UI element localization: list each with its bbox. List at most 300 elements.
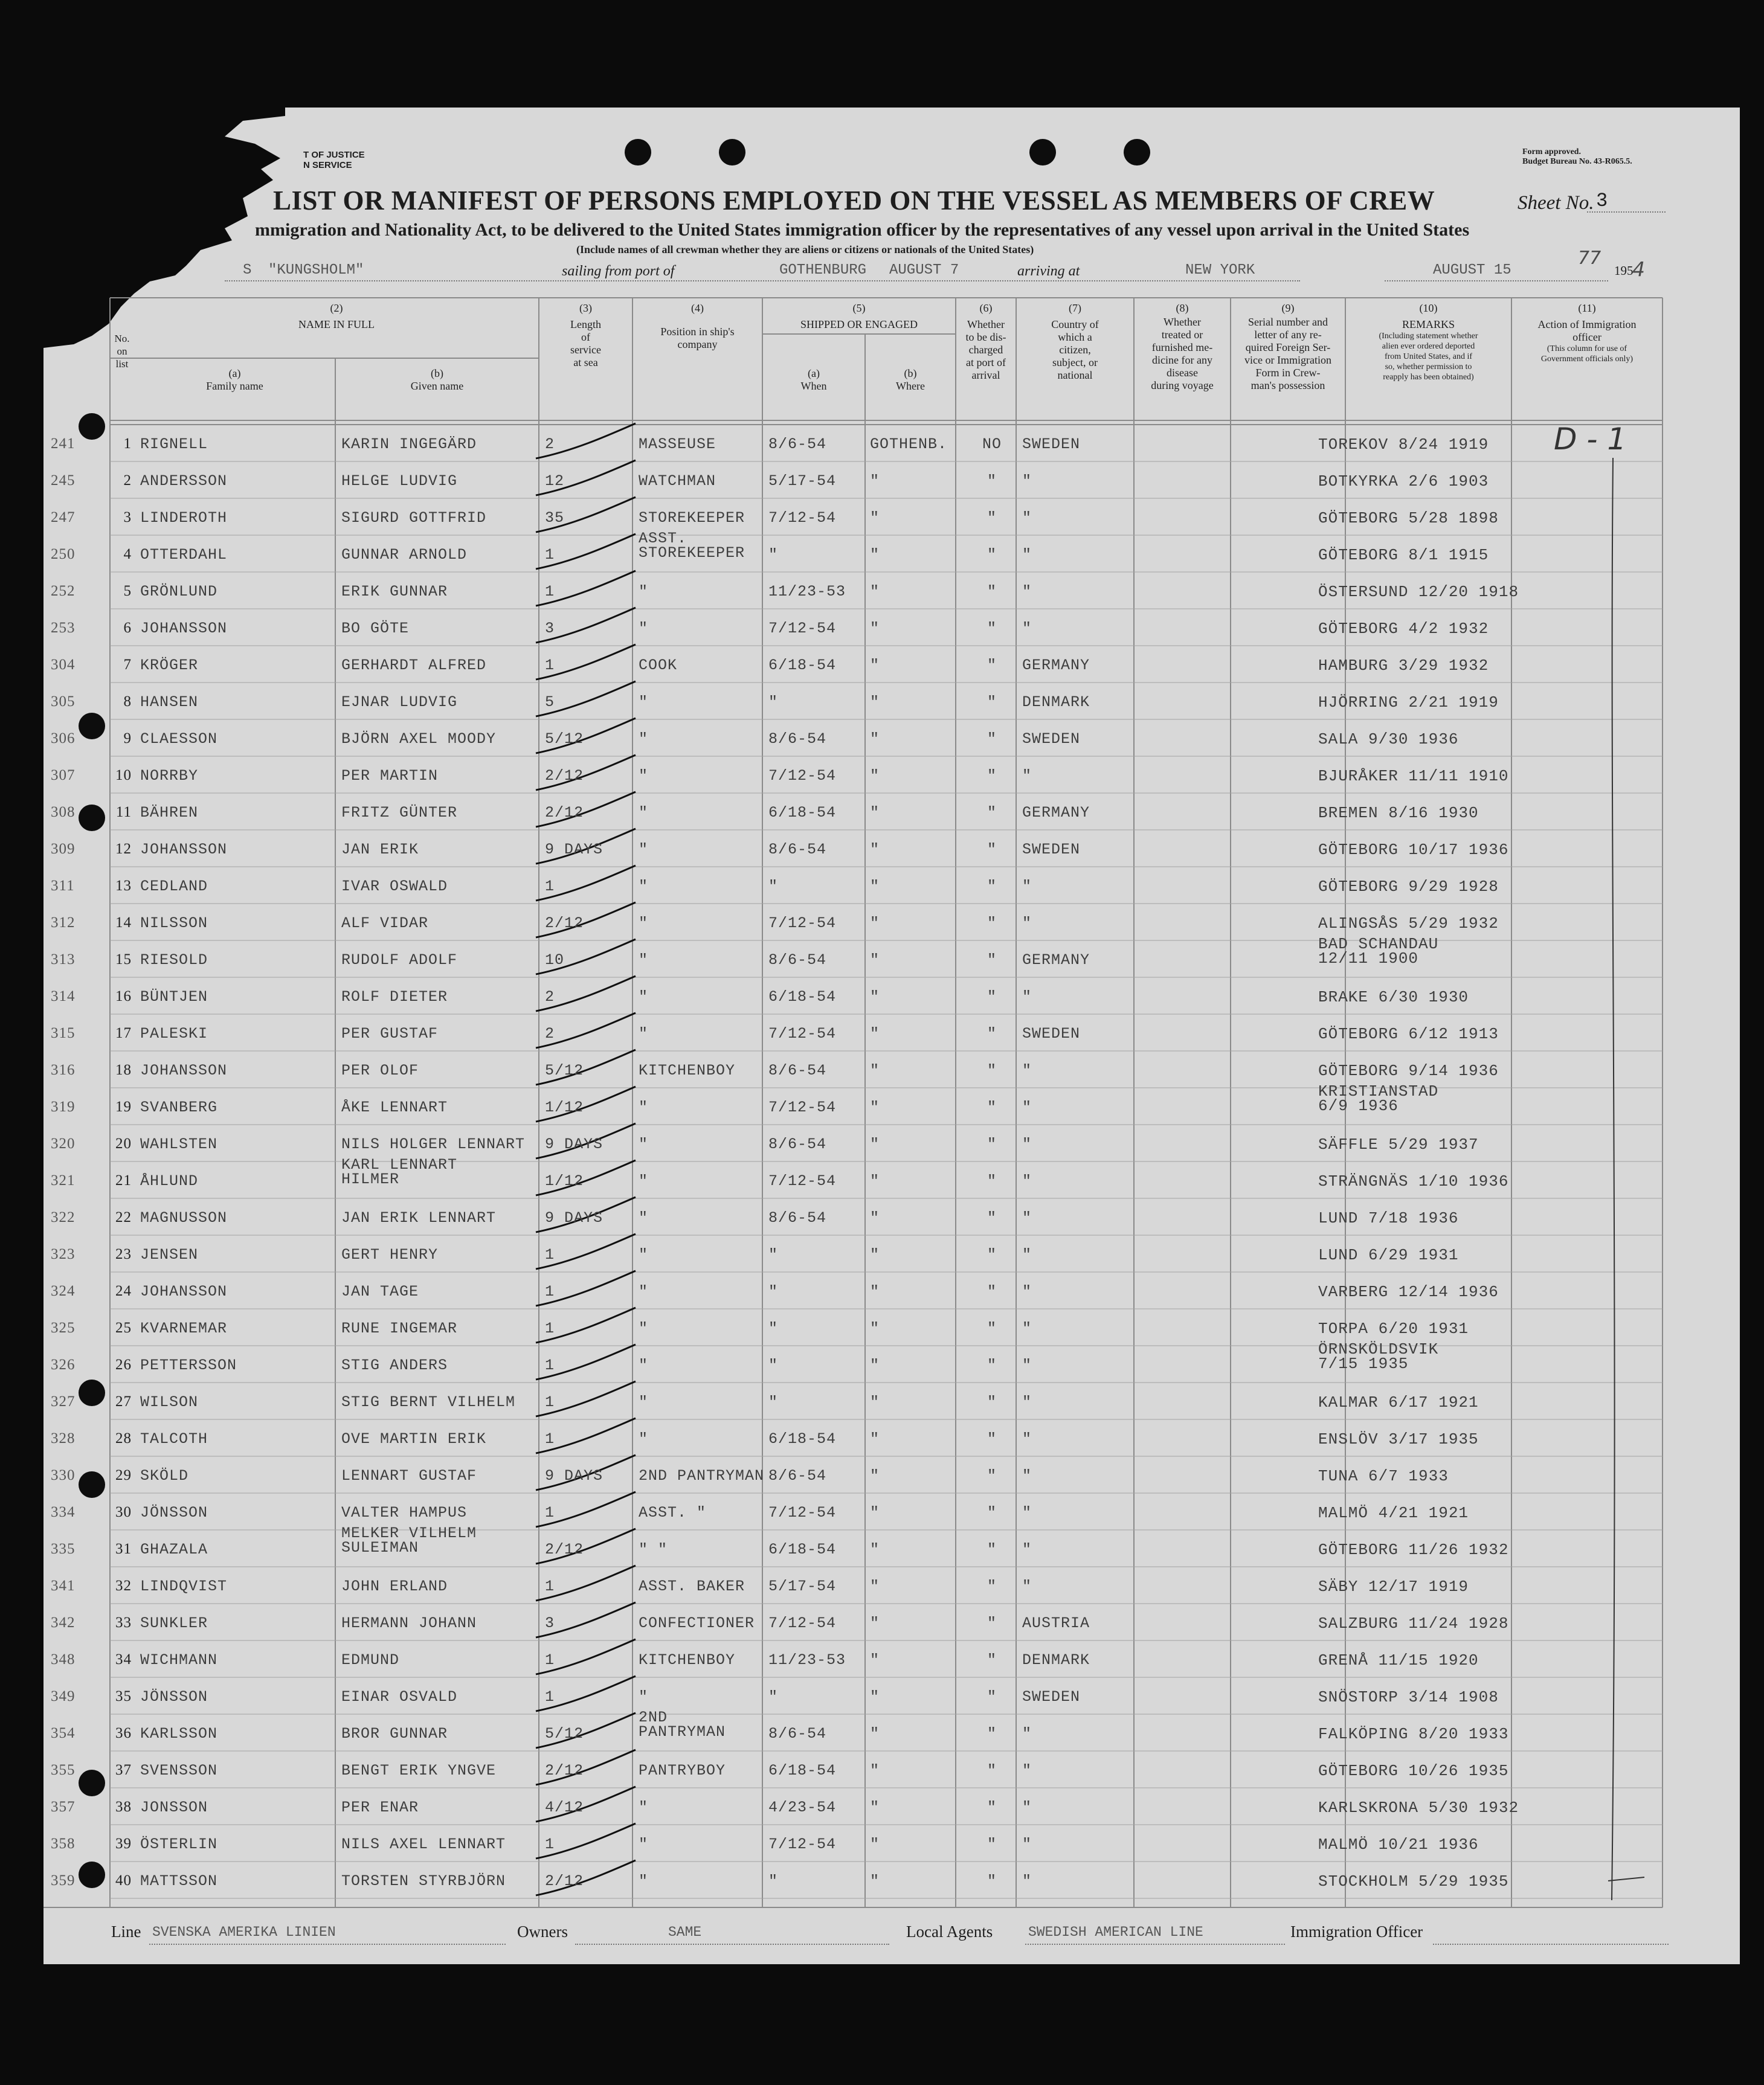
row-id-prefix: 253 [51, 620, 76, 636]
length-of-service: 1 [545, 583, 555, 600]
length-of-service: 1 [545, 1836, 555, 1853]
row-id-prefix: 241 [51, 435, 76, 452]
length-of-service: 1 [545, 1246, 555, 1264]
row-id-prefix: 354 [51, 1725, 76, 1741]
remarks: GÖTEBORG 6/12 1913 [1318, 1025, 1499, 1043]
given-name: TORSTEN STYRBJÖRN [341, 1872, 506, 1890]
shipped-where: " [870, 1872, 880, 1890]
shipped-when: 7/12-54 [768, 1172, 837, 1190]
col-6-label: Whether [967, 318, 1005, 330]
col-11-note: Government officials only) [1540, 355, 1634, 364]
footer-agents-value: SWEDISH AMERICAN LINE [1028, 1924, 1203, 1940]
position: " [639, 951, 649, 969]
length-of-service: 1 [545, 1393, 555, 1411]
row-id-prefix: 307 [51, 767, 76, 783]
country: " [1022, 1320, 1032, 1337]
country: " [1022, 1504, 1032, 1521]
col-11-label: Action of Immigration [1537, 318, 1637, 330]
footer-agents-rule [1025, 1944, 1285, 1945]
shipped-when: " [768, 1320, 779, 1337]
shipped-where: " [870, 1541, 880, 1558]
remarks: GÖTEBORG 11/26 1932 [1318, 1541, 1509, 1559]
table-row [43, 1156, 1663, 1198]
given-name: NILS HOLGER LENNART [341, 1136, 526, 1153]
country: " [1022, 1725, 1032, 1743]
length-of-service: 2 [545, 1025, 555, 1042]
family-name: JENSEN [140, 1246, 199, 1264]
row-number: 16 [115, 988, 132, 1004]
length-of-service: 9 DAYS [545, 1136, 604, 1153]
col-5a-header [762, 367, 865, 393]
family-name: JÖNSSON [140, 1504, 208, 1521]
officer-mark: D - 1 [1554, 422, 1627, 457]
shipped-where: " [870, 1836, 880, 1853]
country: " [1022, 1430, 1032, 1448]
shipped-when: 5/17-54 [768, 1578, 837, 1595]
col-5a-label: When [800, 380, 827, 392]
given-name: RUDOLF ADOLF [341, 951, 458, 969]
given-name: IVAR OSWALD [341, 878, 448, 895]
include-note: (Include names of all crewman whether they are aliens or citizens or nationals of the United States) [576, 243, 1034, 255]
country: " [1022, 472, 1032, 490]
given-name: GUNNAR ARNOLD [341, 546, 468, 564]
shipped-where: " [870, 1799, 880, 1816]
length-of-service: 1 [545, 657, 555, 674]
family-name: NORRBY [140, 767, 199, 785]
discharged: " [987, 1688, 997, 1706]
row-number: 35 [115, 1688, 132, 1704]
table-row [43, 646, 1663, 683]
given-name: KARIN INGEGÄRD [341, 435, 477, 453]
family-name: KRÖGER [140, 657, 199, 674]
table-row [43, 1125, 1663, 1161]
row-number: 39 [115, 1836, 132, 1852]
year-prefix: 195 [1614, 263, 1634, 278]
remarks: BAD SCHANDAU 12/11 1900 [1318, 935, 1439, 968]
discharged: " [987, 1430, 997, 1448]
col-8-label: Whether [1164, 316, 1201, 328]
position: " [639, 583, 649, 600]
given-name: EJNAR LUDVIG [341, 693, 458, 711]
col-4-num: (4) [691, 302, 704, 314]
shipped-when: 7/12-54 [768, 1025, 837, 1042]
length-of-service: 1 [545, 1504, 555, 1521]
table-row [43, 1677, 1663, 1714]
col-9-label: quired Foreign Ser- [1245, 341, 1331, 353]
country: " [1022, 1762, 1032, 1779]
given-name: PER ENAR [341, 1799, 419, 1816]
row-id-prefix: 315 [51, 1025, 76, 1041]
shipped-where: " [870, 841, 880, 858]
shipped-when: 7/12-54 [768, 620, 837, 637]
position: " [639, 1172, 649, 1190]
table-row [43, 1524, 1663, 1567]
col-2b-header [335, 367, 539, 393]
row-id-prefix: 358 [51, 1836, 76, 1852]
position: " [639, 804, 649, 821]
col-11-note: (This column for use of [1547, 344, 1627, 353]
shipped-where: " [870, 546, 880, 564]
length-of-service: 1 [545, 1578, 555, 1595]
row-number: 40 [115, 1872, 132, 1889]
discharged: " [987, 1099, 997, 1116]
discharged: " [987, 841, 997, 858]
country: " [1022, 1799, 1032, 1816]
sailing-label: sailing from port of [562, 263, 675, 279]
shipped-where: " [870, 509, 880, 527]
col-8-label: disease [1167, 367, 1198, 379]
row-number: 15 [115, 951, 132, 968]
country: " [1022, 1099, 1032, 1116]
row-id-prefix: 247 [51, 509, 76, 525]
discharged: " [987, 1578, 997, 1595]
col-10-note: so, whether permission to [1385, 362, 1472, 371]
position: " [639, 730, 649, 748]
col-10-note: from United States, and if [1384, 352, 1473, 361]
length-of-service: 35 [545, 509, 565, 527]
remarks: STOCKHOLM 5/29 1935 [1318, 1872, 1509, 1891]
col-5b-num: (b) [904, 367, 917, 379]
table-row [43, 1272, 1663, 1309]
family-name: CLAESSON [140, 730, 218, 748]
length-of-service: 9 DAYS [545, 1467, 604, 1485]
col-8-label: treated or [1161, 329, 1203, 341]
position: " [639, 1799, 649, 1816]
discharged: " [987, 1136, 997, 1153]
shipped-when: " [768, 1393, 779, 1411]
shipped-when: " [768, 1688, 779, 1706]
remarks: ALINGSÅS 5/29 1932 [1318, 914, 1499, 933]
footer-owners-value: SAME [668, 1924, 702, 1940]
vessel-name: "KUNGSHOLM" [268, 262, 364, 278]
discharged: " [987, 472, 997, 490]
given-name: GERT HENRY [341, 1246, 439, 1264]
shipped-where: " [870, 988, 880, 1006]
col-3-label: of [581, 331, 590, 343]
shipped-where: " [870, 1393, 880, 1411]
length-of-service: 2/12 [545, 767, 584, 785]
country: " [1022, 767, 1032, 785]
row-id-prefix: 323 [51, 1246, 76, 1262]
row-number: 23 [115, 1246, 132, 1262]
shipped-where: " [870, 730, 880, 748]
length-of-service: 3 [545, 620, 555, 637]
position: " [639, 1430, 649, 1448]
discharged: NO [982, 435, 1002, 453]
col-3-label: service [570, 344, 601, 356]
shipped-when: 7/12-54 [768, 1836, 837, 1853]
remarks: GÖTEBORG 10/17 1936 [1318, 841, 1509, 859]
row-number: 29 [115, 1467, 132, 1483]
col-11-num: (11) [1578, 302, 1596, 314]
family-name: RIGNELL [140, 435, 208, 453]
discharged: " [987, 1651, 997, 1669]
length-of-service: 3 [545, 1614, 555, 1632]
family-name: GHAZALA [140, 1541, 208, 1558]
remarks: BJURÅKER 11/11 1910 [1318, 767, 1509, 785]
row-id-prefix: 342 [51, 1614, 76, 1631]
sheet-label: Sheet No. [1518, 192, 1594, 214]
remarks: SNÖSTORP 3/14 1908 [1318, 1688, 1499, 1706]
footer-line-rule [149, 1944, 506, 1945]
row-number: 21 [115, 1172, 132, 1189]
table-row [43, 719, 1663, 756]
col-10-note: (Including statement whether [1379, 332, 1478, 341]
family-name: MATTSSON [140, 1872, 218, 1890]
country: " [1022, 1172, 1032, 1190]
col-9-label: man's possession [1251, 379, 1325, 391]
row-number: 34 [115, 1651, 132, 1668]
col-7-label: citizen, [1059, 344, 1091, 356]
family-name: HANSEN [140, 693, 199, 711]
length-of-service: 5/12 [545, 730, 584, 748]
length-of-service: 1 [545, 1283, 555, 1300]
shipped-when: 8/6-54 [768, 1467, 827, 1485]
shipped-when: 7/12-54 [768, 509, 837, 527]
shipped-where: " [870, 1725, 880, 1743]
country: " [1022, 988, 1032, 1006]
discharged: " [987, 657, 997, 674]
country: " [1022, 1062, 1032, 1079]
row-id-prefix: 313 [51, 951, 76, 968]
remarks: KALMAR 6/17 1921 [1318, 1393, 1479, 1412]
family-name: JOHANSSON [140, 1283, 228, 1300]
given-name: VALTER HAMPUS [341, 1504, 468, 1521]
remarks: SÄFFLE 5/29 1937 [1318, 1136, 1479, 1154]
col-7-label: national [1057, 369, 1093, 381]
footer-agents-label: Local Agents [906, 1923, 993, 1941]
col-5a-num: (a) [808, 367, 820, 379]
shipped-when: 8/6-54 [768, 1209, 827, 1227]
family-name: JONSSON [140, 1799, 208, 1816]
col-6-label: to be dis- [965, 331, 1006, 343]
table-row [43, 1235, 1663, 1272]
table-row [43, 461, 1663, 498]
discharged: " [987, 693, 997, 711]
department-line: N SERVICE [303, 160, 352, 170]
col-8-header [1134, 302, 1231, 392]
family-name: PALESKI [140, 1025, 208, 1042]
country: " [1022, 914, 1032, 932]
country: SWEDEN [1022, 841, 1081, 858]
shipped-when: " [768, 546, 779, 564]
shipped-when: 6/18-54 [768, 988, 837, 1006]
shipped-where: " [870, 951, 880, 969]
table-row [43, 756, 1663, 793]
family-name: BÄHREN [140, 804, 199, 821]
given-name: GERHARDT ALFRED [341, 657, 487, 674]
col-10-header [1345, 302, 1511, 382]
country: " [1022, 509, 1032, 527]
footer-officer-label: Immigration Officer [1290, 1923, 1423, 1941]
row-number: 11 [115, 804, 132, 820]
country: " [1022, 1467, 1032, 1485]
table-row [43, 498, 1663, 535]
family-name: ANDERSSON [140, 472, 228, 490]
family-name: PETTERSSON [140, 1357, 237, 1374]
family-name: JOHANSSON [140, 620, 228, 637]
shipped-when: 7/12-54 [768, 767, 837, 785]
length-of-service: 4/12 [545, 1799, 584, 1816]
col-1-label: No. [114, 333, 130, 344]
given-name: OVE MARTIN ERIK [341, 1430, 487, 1448]
shipped-where: " [870, 1209, 880, 1227]
row-id-prefix: 325 [51, 1320, 76, 1336]
remarks: LUND 7/18 1936 [1318, 1209, 1459, 1227]
family-name: KVARNEMAR [140, 1320, 228, 1337]
footer-officer-rule [1433, 1944, 1669, 1945]
given-name: LENNART GUSTAF [341, 1467, 477, 1485]
col-5-num: (5) [852, 302, 866, 314]
discharged: " [987, 1836, 997, 1853]
country: GERMANY [1022, 657, 1090, 674]
discharged: " [987, 988, 997, 1006]
given-name: BO GÖTE [341, 620, 410, 637]
position: WATCHMAN [639, 472, 716, 490]
remarks: HJÖRRING 2/21 1919 [1318, 693, 1499, 712]
country: " [1022, 1283, 1032, 1300]
discharged: " [987, 1283, 997, 1300]
shipped-where: GOTHENB. [870, 435, 948, 453]
shipped-where: " [870, 1430, 880, 1448]
shipped-when: 8/6-54 [768, 435, 827, 453]
shipped-where: " [870, 1136, 880, 1153]
length-of-service: 1/12 [545, 1099, 584, 1116]
arrival-date: AUGUST 15 [1433, 262, 1511, 278]
given-name: JAN ERIK LENNART [341, 1209, 497, 1227]
row-id-prefix: 359 [51, 1872, 76, 1889]
table-row [43, 793, 1663, 830]
row-id-prefix: 357 [51, 1799, 76, 1815]
family-name: KARLSSON [140, 1725, 218, 1743]
row-number: 6 [123, 620, 132, 636]
row-number: 17 [115, 1025, 132, 1041]
col-2-header [134, 302, 539, 331]
table-row [43, 1862, 1663, 1898]
given-name: ROLF DIETER [341, 988, 448, 1006]
col-6-header [956, 302, 1016, 382]
row-number: 4 [123, 546, 132, 562]
arrival-port: NEW YORK [1185, 262, 1255, 278]
given-name: STIG ANDERS [341, 1357, 448, 1374]
row-id-prefix: 306 [51, 730, 76, 747]
row-number: 36 [115, 1725, 132, 1741]
col-9-label: vice or Immigration [1244, 354, 1331, 366]
length-of-service: 5/12 [545, 1725, 584, 1743]
remarks: KARLSKRONA 5/30 1932 [1318, 1799, 1519, 1817]
form-approved-line: Form approved. [1522, 147, 1581, 156]
position: " [639, 767, 649, 785]
col-5-label: SHIPPED OR ENGAGED [800, 318, 918, 330]
row-id-prefix: 330 [51, 1467, 76, 1483]
table-row [43, 1082, 1663, 1125]
col-1-label: on [117, 345, 127, 357]
col-5-header [762, 302, 956, 331]
remarks: FALKÖPING 8/20 1933 [1318, 1725, 1509, 1743]
given-name: PER GUSTAF [341, 1025, 439, 1042]
given-name: SIGURD GOTTFRID [341, 509, 487, 527]
length-of-service: 1 [545, 1320, 555, 1337]
table-row [43, 1493, 1663, 1530]
row-id-prefix: 252 [51, 583, 76, 599]
table-row [43, 1340, 1663, 1383]
family-name: JÖNSSON [140, 1688, 208, 1706]
shipped-when: 7/12-54 [768, 1504, 837, 1521]
shipped-when: " [768, 1357, 779, 1374]
col-8-label: during voyage [1151, 379, 1214, 391]
col-8-num: (8) [1176, 302, 1189, 314]
position: STOREKEEPER [639, 509, 745, 527]
col-7-label: subject, or [1052, 356, 1098, 368]
col-5b-header [865, 367, 956, 393]
discharged: " [987, 1799, 997, 1816]
family-name: NILSSON [140, 914, 208, 932]
shipped-where: " [870, 1762, 880, 1779]
position: " [639, 1283, 649, 1300]
discharged: " [987, 620, 997, 637]
length-of-service: 10 [545, 951, 565, 969]
col-9-label: Form in Crew- [1255, 367, 1321, 379]
position: " [639, 1320, 649, 1337]
family-name: LINDQVIST [140, 1578, 228, 1595]
country: DENMARK [1022, 1651, 1090, 1669]
shipped-when: 6/18-54 [768, 804, 837, 821]
position: " [639, 1025, 649, 1042]
col-6-label: at port of [966, 356, 1006, 368]
table-row [43, 1825, 1663, 1862]
length-of-service: 1 [545, 1651, 555, 1669]
shipped-when: 8/6-54 [768, 841, 827, 858]
row-number: 12 [115, 841, 132, 857]
col-3-num: (3) [579, 302, 592, 314]
family-name: GRÖNLUND [140, 583, 218, 600]
country: SWEDEN [1022, 435, 1081, 453]
shipped-when: 7/12-54 [768, 914, 837, 932]
remarks: GÖTEBORG 10/26 1935 [1318, 1762, 1509, 1780]
family-name: JOHANSSON [140, 1062, 228, 1079]
row-id-prefix: 341 [51, 1578, 76, 1594]
shipped-when: 8/6-54 [768, 1725, 827, 1743]
remarks: TOREKOV 8/24 1919 [1318, 435, 1489, 454]
discharged: " [987, 1246, 997, 1264]
country: " [1022, 546, 1032, 564]
discharged: " [987, 1872, 997, 1890]
position: ASST. BAKER [639, 1578, 745, 1595]
given-name: EDMUND [341, 1651, 400, 1669]
shipped-where: " [870, 472, 880, 490]
row-id-prefix: 355 [51, 1762, 76, 1778]
length-of-service: 2 [545, 988, 555, 1006]
given-name: JOHN ERLAND [341, 1578, 448, 1595]
row-id-prefix: 322 [51, 1209, 76, 1226]
col-4-label: company [677, 338, 718, 350]
discharged: " [987, 951, 997, 969]
row-id-prefix: 308 [51, 804, 76, 820]
shipped-when: 8/6-54 [768, 1136, 827, 1153]
remarks: BRAKE 6/30 1930 [1318, 988, 1469, 1006]
family-name: SKÖLD [140, 1467, 189, 1485]
given-name: ÅKE LENNART [341, 1099, 448, 1116]
shipped-where: " [870, 1688, 880, 1706]
country: " [1022, 620, 1032, 637]
row-number: 25 [115, 1320, 132, 1336]
length-of-service: 9 DAYS [545, 1209, 604, 1227]
country: " [1022, 1872, 1032, 1890]
col-7-header [1016, 302, 1134, 382]
row-id-prefix: 314 [51, 988, 76, 1004]
row-number: 38 [115, 1799, 132, 1815]
country: " [1022, 1246, 1032, 1264]
